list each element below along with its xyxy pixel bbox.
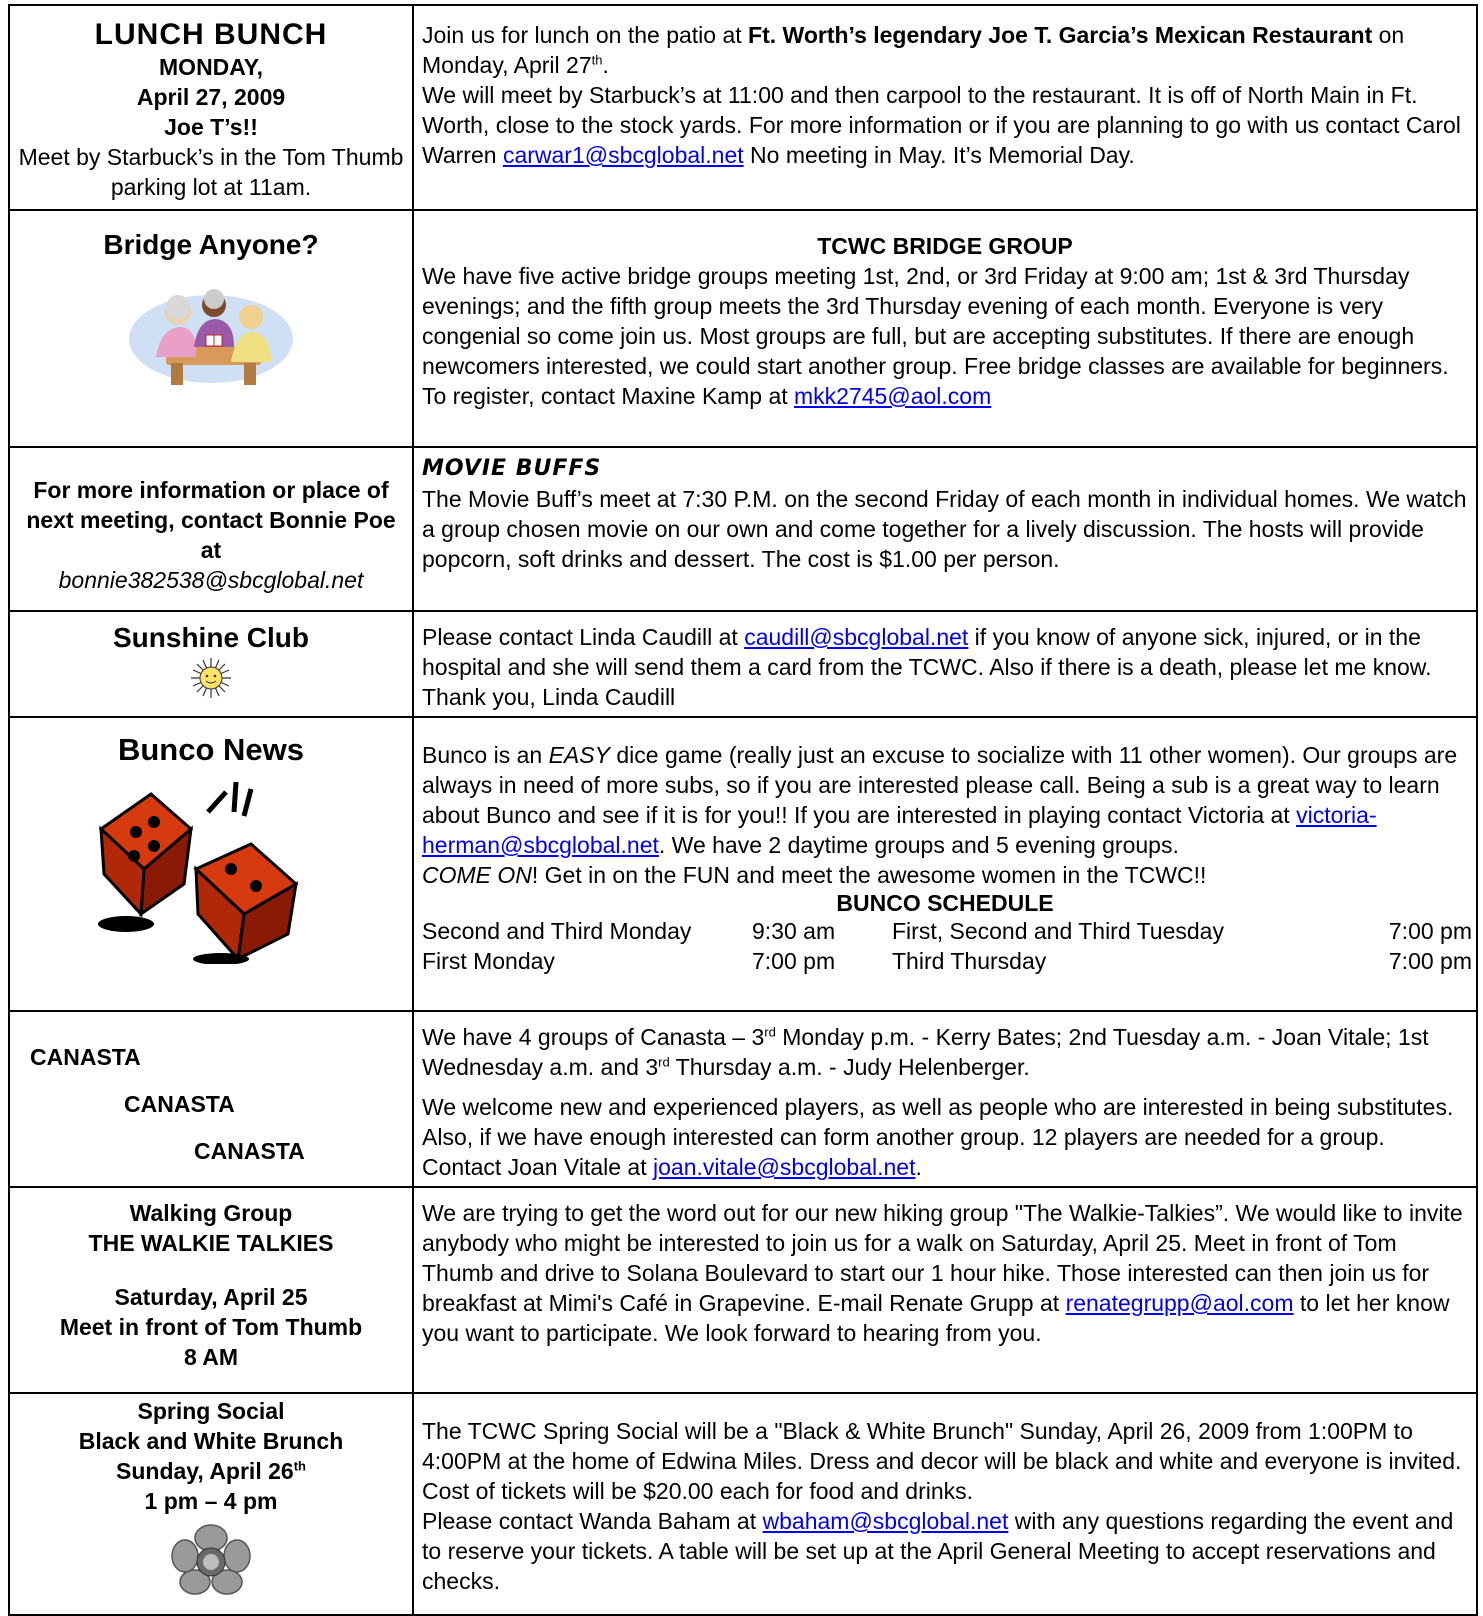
lunch-date: April 27, 2009 <box>136 84 286 110</box>
bunco-easy: EASY <box>548 742 610 768</box>
canasta-left <box>9 1011 413 1187</box>
canasta-p1c: Thursday a.m. - Judy Helenberger. <box>669 1054 1030 1080</box>
canasta-label-3: CANASTA <box>194 1138 305 1164</box>
sun-icon <box>189 656 233 700</box>
walking-l3: Saturday, April 25 <box>114 1284 308 1310</box>
bunco-come-on: COME ON <box>422 862 532 888</box>
bunco-schedule <box>422 916 1472 976</box>
lunch-bunch-text <box>413 5 1477 210</box>
sunshine-p1: Please contact Linda Caudill at <box>422 624 745 650</box>
bunco-schedule-title: BUNCO SCHEDULE <box>836 890 1054 916</box>
spring-l3-wrap <box>16 1456 406 1486</box>
canasta-para-1 <box>422 1022 1468 1082</box>
bridge-body: We have five active bridge groups meeting 1st, 2nd, or 3rd Friday at 9:00 am; 1st & 3rd Thursday evenings; and the fifth group meets the 3rd Thursday evening of each month. Everyone is very congenial so come join us. Most groups are full, but are accepting substitutes. If there are enough newcomers interested, we could start another group. Free bridge classes are available for beginners. To register, contact Maxine Kamp at <box>422 263 1449 409</box>
canasta-text <box>413 1011 1477 1187</box>
walking-p2: to let her know you want to participate. We look forward to hearing from you. <box>422 1290 1450 1346</box>
spring-text <box>413 1393 1477 1615</box>
spring-l1: Spring Social <box>137 1398 285 1424</box>
sched-cell: 9:30 am <box>752 918 836 944</box>
bridge-heading: TCWC BRIDGE GROUP <box>817 233 1073 259</box>
sched-cell: Third Thursday <box>892 948 1047 974</box>
lunch-day: MONDAY, <box>159 54 263 80</box>
canasta-label-1: CANASTA <box>30 1044 141 1070</box>
lunch-bunch-row <box>9 5 1477 210</box>
lunch-note: Meet by Starbuck’s in the Tom Thumb parking lot at 11am. <box>18 144 404 200</box>
lunch-p1-end: . <box>602 52 609 78</box>
canasta-p2-end: . <box>915 1154 922 1180</box>
spring-para-1: The TCWC Spring Social will be a "Black & White Brunch" Sunday, April 26, 2009 from 1:00PM to 4:00PM at the home of Edwina Miles. Dress and decor will be black and white and everyone is invited. Cost of tickets will be $20.00 each for food and drinks. <box>422 1418 1462 1504</box>
lunch-place: Joe T’s!! <box>164 114 258 140</box>
canasta-p1b: Monday p.m. - Kerry Bates; 2nd Tuesday a.m. - Joan Vitale; 1st Wednesday a.m. and 3 <box>422 1024 1429 1080</box>
spring-p3: with any questions regarding the event and to reserve your tickets. A table will be set up at the April General Meeting to accept reservations and checks. <box>422 1508 1454 1594</box>
sunshine-row <box>9 611 1477 717</box>
bridge-left <box>9 210 413 447</box>
sched-cell: First Monday <box>422 948 555 974</box>
walking-para <box>422 1198 1468 1348</box>
spring-social-row <box>9 1393 1477 1615</box>
sched-cell: 7:00 pm <box>1388 948 1472 974</box>
walking-spacer <box>16 1258 406 1282</box>
bunco-p1a: Bunco is an <box>422 742 549 768</box>
bridge-text <box>413 210 1477 447</box>
canasta-email-link[interactable]: joan.vitale@sbcglobal.net <box>653 1154 916 1180</box>
sched-cell: First, Second and Third Tuesday <box>892 918 1224 944</box>
walking-row <box>9 1187 1477 1393</box>
sunshine-email-link[interactable]: caudill@sbcglobal.net <box>744 624 969 650</box>
movie-contact: For more information or place of next meeting, contact Bonnie Poe at <box>26 477 396 563</box>
sched-cell: 7:00 pm <box>1388 918 1472 944</box>
bridge-title: Bridge Anyone? <box>103 229 319 260</box>
bunco-para-2 <box>422 860 1468 890</box>
bunco-text <box>413 717 1477 1011</box>
lunch-bunch-left <box>9 5 413 210</box>
sunshine-text <box>413 611 1477 717</box>
sunshine-para <box>422 622 1468 712</box>
walking-l5: 8 AM <box>183 1344 239 1370</box>
spring-para-2 <box>422 1506 1468 1596</box>
lunch-sup: th <box>591 52 603 68</box>
newsletter-table <box>8 4 1478 1616</box>
movie-body: The Movie Buff’s meet at 7:30 P.M. on the second Friday of each month in individual homes. We watch a group chosen movie on our own and come together for a lively discussion. The hosts will provide popcorn, soft drinks and dessert. The cost is $1.00 per person. <box>422 486 1467 572</box>
lunch-title: LUNCH BUNCH <box>94 18 328 51</box>
dice-clipart <box>96 774 326 964</box>
spring-sup: th <box>293 1458 306 1474</box>
spring-email-link[interactable]: wbaham@sbcglobal.net <box>762 1508 1009 1534</box>
movie-left <box>9 447 413 611</box>
spring-l3: Sunday, April 26 <box>116 1458 294 1484</box>
movie-buffs-row <box>9 447 1477 611</box>
canasta-para-2 <box>422 1092 1468 1182</box>
bunco-p1b: dice game (really just an excuse to socialize with 11 other women). Our groups are always in need of more subs, so if you are interested please call. Being a sub is a great way to learn about Bunco and see if it is for you!! If you are interested in playing contact Victoria at <box>422 742 1458 828</box>
bunco-p1c: . We have 2 daytime groups and 5 evening groups. <box>658 832 1179 858</box>
lunch-p2: We will meet by Starbuck’s at 11:00 and then carpool to the restaurant. It is off of North Main in Ft. Worth, close to the stock yards. For more information or if you are planning to go with us contact Carol Warren <box>422 82 1461 168</box>
lunch-para-2 <box>422 80 1468 170</box>
movie-text <box>413 447 1477 611</box>
spring-p2: Please contact Wanda Baham at <box>422 1508 763 1534</box>
sched-cell: 7:00 pm <box>752 948 836 974</box>
sunshine-title: Sunshine Club <box>113 622 309 653</box>
movie-heading: MOVIE BUFFS <box>422 456 602 481</box>
canasta-row <box>9 1011 1477 1187</box>
bunco-left <box>9 717 413 1011</box>
canasta-p2: We welcome new and experienced players, as well as people who are interested in being substitutes. Also, if we have enough interested can form another group. 12 players are needed for a group. Contact Joan Vitale at <box>422 1094 1454 1180</box>
walking-l2: THE WALKIE TALKIES <box>88 1230 334 1256</box>
lunch-p1: Join us for lunch on the patio at <box>422 22 749 48</box>
bunco-title: Bunco News <box>117 732 305 767</box>
card-players-clipart <box>126 277 296 387</box>
spring-l2: Black and White Brunch <box>78 1428 344 1454</box>
sunshine-left <box>9 611 413 717</box>
flower-icon <box>171 1524 251 1596</box>
lunch-p2-tail: No meeting in May. It’s Memorial Day. <box>743 142 1135 168</box>
walking-text <box>413 1187 1477 1393</box>
bridge-para <box>422 261 1468 411</box>
spring-left <box>9 1393 413 1615</box>
canasta-p1a: We have 4 groups of Canasta – 3 <box>422 1024 765 1050</box>
lunch-para-1 <box>422 20 1468 80</box>
bridge-email-link[interactable]: mkk2745@aol.com <box>794 383 992 409</box>
lunch-email-link[interactable]: carwar1@sbcglobal.net <box>502 142 744 168</box>
bunco-email-link[interactable]: victoria-herman@sbcglobal.net <box>422 802 1377 858</box>
canasta-sup: rd <box>764 1024 776 1040</box>
canasta-label-2: CANASTA <box>124 1091 235 1117</box>
sunshine-p2: if you know of anyone sick, injured, or in the hospital and she will send them a card from the TCWC. Also if there is a death, please let me know. Thank you, Linda Caudill <box>422 624 1464 710</box>
walking-left <box>9 1187 413 1393</box>
lunch-p1-bold: Ft. Worth’s legendary Joe T. Garcia’s Mexican Restaurant <box>748 22 1373 48</box>
spring-l4: 1 pm – 4 pm <box>144 1488 278 1514</box>
bunco-para-1 <box>422 740 1468 860</box>
walking-p1: We are trying to get the word out for our new hiking group "The Walkie-Talkies”. We would like to invite anybody who might be interested to join us for a walk on Saturday, April 25. Meet in front of Tom Thumb and drive to Solana Boulevard to start our 1 hour hike. Those interested can then join us for breakfast at Mimi's Café in Grapevine. E-mail Renate Grupp at <box>422 1200 1463 1316</box>
walking-l4: Meet in front of Tom Thumb <box>59 1314 363 1340</box>
bridge-row <box>9 210 1477 447</box>
bunco-row <box>9 717 1477 1011</box>
sched-cell: Second and Third Monday <box>422 918 692 944</box>
walking-email-link[interactable]: renategrupp@aol.com <box>1065 1290 1294 1316</box>
walking-l1: Walking Group <box>129 1200 293 1226</box>
canasta-sup: rd <box>658 1054 670 1070</box>
bunco-p2: ! Get in on the FUN and meet the awesome women in the TCWC!! <box>531 862 1207 888</box>
lunch-p1-tail: on Monday, April 27 <box>422 22 1405 78</box>
movie-contact-email: bonnie382538@sbcglobal.net <box>58 567 364 593</box>
